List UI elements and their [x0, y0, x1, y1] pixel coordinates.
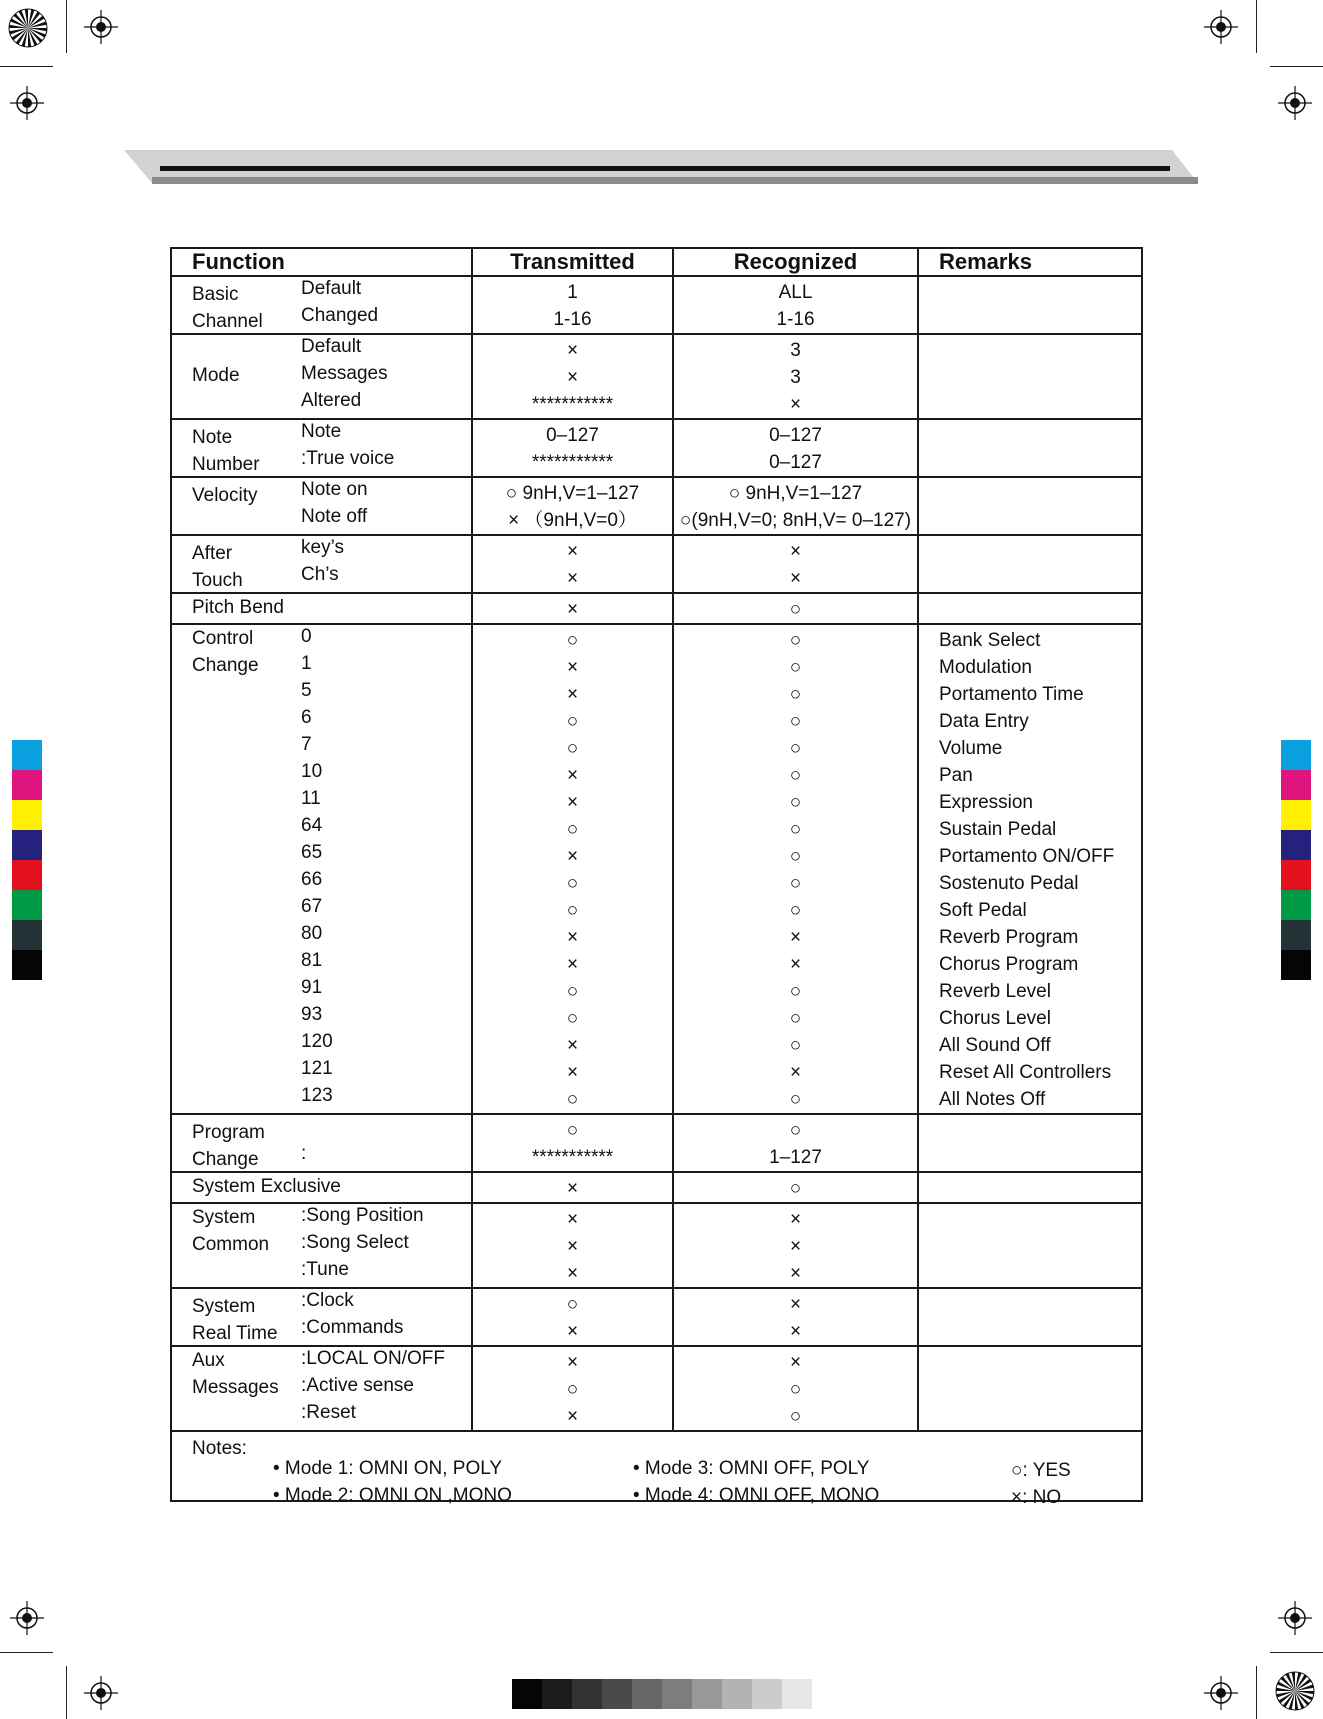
starburst-mark-icon: [8, 8, 48, 48]
function-cell: [171, 1172, 472, 1203]
remark: Portamento ON/OFF: [939, 846, 1115, 867]
color-swatch: [12, 860, 42, 890]
header-function: Function: [171, 248, 472, 276]
function-subitem: 66: [301, 869, 323, 890]
function-subitem: Default: [301, 278, 362, 299]
remarks-cell: [918, 1172, 1142, 1203]
remarks-cell: [918, 624, 1142, 1114]
remarks-cell: [918, 334, 1142, 419]
crop-mark: [0, 66, 53, 67]
recognized-value: ALL: [778, 282, 813, 303]
function-cell: [171, 276, 472, 334]
table-row: [171, 535, 1142, 593]
function-subitem: :Active sense: [301, 1375, 414, 1396]
transmitted-cell: [472, 276, 673, 334]
transmitted-value: ○: [566, 1294, 579, 1315]
recognized-value: ○: [789, 1178, 802, 1199]
remarks-cell: [918, 593, 1142, 624]
remark: Data Entry: [939, 711, 1029, 732]
color-swatch: [1281, 890, 1311, 920]
transmitted-value: ×: [566, 684, 579, 705]
transmitted-value: ○: [566, 900, 579, 921]
recognized-value: ×: [789, 1321, 802, 1342]
transmitted-value: ×: [566, 367, 579, 388]
transmitted-value: 0–127: [546, 425, 599, 446]
remarks-cell: [918, 276, 1142, 334]
table-row: [171, 1172, 1142, 1203]
recognized-value: ○: [789, 711, 802, 732]
transmitted-cell: [472, 419, 673, 477]
transmitted-value: ×: [566, 657, 579, 678]
table-row: [171, 276, 1142, 334]
function-name: Messages: [192, 1377, 279, 1398]
recognized-value: ○: [789, 1379, 802, 1400]
remark: Reverb Level: [939, 981, 1051, 1002]
recognized-value: ○: [789, 792, 802, 813]
function-subitem: 6: [301, 707, 312, 728]
registration-mark-icon: [10, 1601, 44, 1635]
function-subitem: :LOCAL ON/OFF: [301, 1348, 445, 1369]
recognized-value: ○: [789, 819, 802, 840]
gray-swatch: [692, 1679, 722, 1709]
function-subitem: :Song Position: [301, 1205, 424, 1226]
crop-mark: [66, 0, 67, 53]
remarks-cell: [918, 1288, 1142, 1346]
transmitted-value: ×: [566, 1062, 579, 1083]
gray-swatch: [572, 1679, 602, 1709]
function-name: Basic: [192, 284, 239, 305]
function-name: [192, 509, 257, 536]
remark: Sustain Pedal: [939, 819, 1057, 840]
gray-swatch: [662, 1679, 692, 1709]
recognized-value: ×: [789, 927, 802, 948]
remark: Soft Pedal: [939, 900, 1027, 921]
transmitted-cell: [472, 1114, 673, 1172]
registration-mark-icon: [1204, 1676, 1238, 1710]
transmitted-value: 1: [567, 282, 578, 303]
header-recognized: Recognized: [673, 248, 918, 276]
function-name: Aux: [192, 1350, 225, 1371]
recognized-value: 3: [790, 340, 801, 361]
remark: Bank Select: [939, 630, 1041, 651]
function-cell: [171, 535, 472, 593]
recognized-value: ×: [789, 568, 802, 589]
table-row: [171, 624, 1142, 1114]
function-name: System: [192, 1296, 256, 1317]
transmitted-value: ×: [566, 568, 579, 589]
recognized-value: ○: [789, 630, 802, 651]
function-subitem: Ch’s: [301, 564, 339, 585]
remarks-cell: [918, 1203, 1142, 1288]
function-cell: [171, 1114, 472, 1172]
recognized-value: ○: [789, 738, 802, 759]
transmitted-value: ×: [566, 1236, 579, 1257]
recognized-value: ×: [789, 541, 802, 562]
transmitted-value: ×: [566, 1035, 579, 1056]
transmitted-value: ×: [566, 1321, 579, 1342]
function-subitem: :Tune: [301, 1259, 349, 1280]
transmitted-value: ×: [566, 792, 579, 813]
header-remarks: Remarks: [918, 248, 1142, 276]
function-name: [192, 1401, 279, 1428]
transmitted-value: ○: [566, 711, 579, 732]
function-subitem: 121: [301, 1058, 333, 1079]
function-name: Velocity: [192, 485, 258, 506]
function-subitem: 1: [301, 653, 312, 674]
transmitted-value: × （9nH,V=0）: [508, 510, 637, 531]
gray-swatch: [752, 1679, 782, 1709]
function-name: Note: [192, 427, 233, 448]
function-subitem: 10: [301, 761, 323, 782]
recognized-cell: [673, 334, 918, 419]
recognized-cell: [673, 1114, 918, 1172]
recognized-value: ○: [789, 657, 802, 678]
transmitted-value: ○: [566, 1379, 579, 1400]
transmitted-cell: [472, 1346, 673, 1431]
legend-mode-3: • Mode 3: OMNI OFF, POLY: [633, 1458, 870, 1479]
transmitted-value: ×: [566, 541, 579, 562]
transmitted-value: ×: [566, 1352, 579, 1373]
function-subitem: Note: [301, 421, 342, 442]
recognized-value: ○: [789, 1089, 802, 1110]
function-name: [192, 389, 240, 416]
legend-mode-1: • Mode 1: OMNI ON, POLY: [273, 1458, 503, 1479]
table-row: [171, 593, 1142, 624]
transmitted-value: ***********: [531, 452, 614, 473]
function-name: Channel: [192, 311, 263, 332]
gray-swatch: [632, 1679, 662, 1709]
header-banner: [124, 150, 1198, 184]
transmitted-value: ×: [566, 846, 579, 867]
remark: Reverb Program: [939, 927, 1079, 948]
recognized-value: ○: [789, 873, 802, 894]
recognized-value: ○: [789, 1406, 802, 1427]
recognized-value: ×: [789, 1062, 802, 1083]
function-subitem: 7: [301, 734, 312, 755]
legend-mode-4: • Mode 4: OMNI OFF, MONO: [633, 1485, 880, 1506]
function-subitem: 5: [301, 680, 312, 701]
transmitted-value: ***********: [531, 1147, 614, 1168]
function-cell: [171, 624, 472, 1114]
transmitted-value: ○: [566, 873, 579, 894]
crop-mark: [0, 1652, 53, 1653]
gray-swatch: [782, 1679, 812, 1709]
color-swatch: [1281, 830, 1311, 860]
registration-mark-icon: [1278, 86, 1312, 120]
function-subitem: :Commands: [301, 1317, 404, 1338]
transmitted-cell: [472, 1288, 673, 1346]
function-name: Pitch Bend: [192, 597, 284, 618]
function-cell: [171, 1203, 472, 1288]
transmitted-value: ×: [566, 954, 579, 975]
recognized-value: ○: [789, 1035, 802, 1056]
transmitted-cell: [472, 1172, 673, 1203]
recognized-value: ×: [789, 1263, 802, 1284]
remarks-cell: [918, 477, 1142, 535]
transmitted-value: ×: [566, 599, 579, 620]
function-subitem: Note off: [301, 506, 368, 527]
transmitted-value: 1-16: [553, 309, 592, 330]
crop-mark: [1270, 1652, 1323, 1653]
color-swatch: [1281, 800, 1311, 830]
function-name: [192, 335, 240, 362]
recognized-value: ○: [789, 981, 802, 1002]
table-row: [171, 1114, 1142, 1172]
remark: All Sound Off: [939, 1035, 1051, 1056]
function-subitem: 64: [301, 815, 323, 836]
recognized-value: ○: [789, 765, 802, 786]
function-subitem: 0: [301, 626, 312, 647]
function-name: System Exclusive: [192, 1176, 341, 1197]
recognized-cell: [673, 1203, 918, 1288]
color-swatch: [12, 950, 42, 980]
recognized-value: ×: [789, 1209, 802, 1230]
recognized-value: ×: [789, 1236, 802, 1257]
color-swatch: [12, 770, 42, 800]
registration-mark-icon: [84, 10, 118, 44]
color-swatch: [12, 800, 42, 830]
registration-mark-icon: [10, 86, 44, 120]
transmitted-value: ○: [566, 819, 579, 840]
transmitted-value: ○ 9nH,V=1–127: [505, 483, 640, 504]
transmitted-cell: [472, 624, 673, 1114]
color-swatch: [1281, 950, 1311, 980]
recognized-cell: [673, 477, 918, 535]
recognized-cell: [673, 1172, 918, 1203]
legend-no: ×: NO: [1011, 1487, 1062, 1508]
recognized-value: ○(9nH,V=0; 8nH,V= 0–127): [679, 510, 912, 531]
function-subitem: 81: [301, 950, 323, 971]
table-row: [171, 419, 1142, 477]
function-subitem: 120: [301, 1031, 333, 1052]
recognized-cell: [673, 535, 918, 593]
function-subitem: key’s: [301, 537, 344, 558]
notes-label: Notes:: [171, 1431, 1142, 1501]
transmitted-cell: [472, 535, 673, 593]
color-swatch: [12, 740, 42, 770]
recognized-value: ×: [789, 1294, 802, 1315]
transmitted-value: ×: [566, 1406, 579, 1427]
color-swatch: [12, 920, 42, 950]
function-cell: [171, 1346, 472, 1431]
function-subitem: 11: [301, 788, 321, 809]
remark: Sostenuto Pedal: [939, 873, 1079, 894]
function-name: Control: [192, 628, 254, 649]
function-subitem: :Song Select: [301, 1232, 409, 1253]
remark: Pan: [939, 765, 973, 786]
starburst-mark-icon: [1275, 1671, 1315, 1711]
registration-mark-icon: [84, 1676, 118, 1710]
function-cell: [171, 334, 472, 419]
registration-mark-icon: [1204, 10, 1238, 44]
function-subitem: 93: [301, 1004, 323, 1025]
gray-swatch: [722, 1679, 752, 1709]
function-subitem: 65: [301, 842, 323, 863]
transmitted-cell: [472, 334, 673, 419]
transmitted-value: ×: [566, 340, 579, 361]
gray-swatch: [512, 1679, 542, 1709]
transmitted-value: ○: [566, 1089, 579, 1110]
transmitted-cell: [472, 1203, 673, 1288]
remarks-cell: [918, 1346, 1142, 1431]
recognized-value: 1–127: [769, 1147, 822, 1168]
gray-swatch: [542, 1679, 572, 1709]
recognized-value: 0–127: [769, 425, 822, 446]
remarks-cell: [918, 535, 1142, 593]
recognized-value: ○: [789, 900, 802, 921]
transmitted-value: ×: [566, 1263, 579, 1284]
recognized-value: ×: [789, 394, 802, 415]
function-name: System: [192, 1207, 256, 1228]
remark: Chorus Level: [939, 1008, 1051, 1029]
recognized-cell: [673, 1288, 918, 1346]
color-swatch: [12, 830, 42, 860]
table-row: [171, 477, 1142, 535]
remark: All Notes Off: [939, 1089, 1046, 1110]
remarks-cell: [918, 1114, 1142, 1172]
recognized-value: ○: [789, 846, 802, 867]
recognized-value: ○: [789, 684, 802, 705]
function-subitem: :Clock: [301, 1290, 354, 1311]
transmitted-value: ○: [566, 738, 579, 759]
function-subitem: 91: [301, 977, 323, 998]
transmitted-cell: [472, 477, 673, 535]
transmitted-value: ○: [566, 981, 579, 1002]
color-swatch: [1281, 860, 1311, 890]
function-name: Number: [192, 454, 260, 475]
remark: Expression: [939, 792, 1033, 813]
transmitted-value: ○: [566, 1008, 579, 1029]
function-name: Mode: [192, 365, 240, 386]
gray-swatch: [602, 1679, 632, 1709]
recognized-value: 0–127: [769, 452, 822, 473]
transmitted-value: ***********: [531, 394, 614, 415]
transmitted-value: ×: [566, 927, 579, 948]
table-header-row: [171, 248, 1142, 276]
function-cell: [171, 419, 472, 477]
registration-mark-icon: [1278, 1601, 1312, 1635]
function-name: After: [192, 543, 233, 564]
color-swatch: [1281, 920, 1311, 950]
function-subitem: :: [301, 1143, 307, 1164]
function-subitem: 123: [301, 1085, 333, 1106]
function-subitem: Changed: [301, 305, 379, 326]
function-subitem: [301, 1113, 306, 1140]
table-row: [171, 1346, 1142, 1431]
recognized-value: ×: [789, 954, 802, 975]
transmitted-value: ○: [566, 1120, 579, 1141]
function-name: Program: [192, 1122, 265, 1143]
function-name: Real Time: [192, 1323, 278, 1344]
recognized-cell: [673, 593, 918, 624]
transmitted-value: ×: [566, 1178, 579, 1199]
recognized-cell: [673, 419, 918, 477]
recognized-value: ×: [789, 1352, 802, 1373]
color-swatch: [1281, 740, 1311, 770]
function-subitem: :True voice: [301, 448, 395, 469]
remark: Chorus Program: [939, 954, 1079, 975]
recognized-value: 1-16: [776, 309, 815, 330]
remark: Modulation: [939, 657, 1032, 678]
recognized-cell: [673, 1346, 918, 1431]
function-subitem: Messages: [301, 363, 388, 384]
crop-mark: [1256, 1666, 1257, 1719]
table-row: [171, 334, 1142, 419]
transmitted-value: ×: [566, 765, 579, 786]
function-subitem: 80: [301, 923, 323, 944]
remark: Portamento Time: [939, 684, 1084, 705]
function-subitem: 67: [301, 896, 323, 917]
midi-implementation-table: [170, 247, 1143, 1502]
crop-mark: [66, 1666, 67, 1719]
function-subitem: :Reset: [301, 1402, 356, 1423]
color-swatch: [12, 890, 42, 920]
recognized-value: 3: [790, 367, 801, 388]
function-name: Common: [192, 1234, 270, 1255]
recognized-value: ○: [789, 1008, 802, 1029]
function-name: [192, 1258, 269, 1285]
remark: Reset All Controllers: [939, 1062, 1112, 1083]
header-transmitted: Transmitted: [472, 248, 673, 276]
remark: Volume: [939, 738, 1003, 759]
legend-yes: ○: YES: [1011, 1460, 1071, 1481]
crop-mark: [1256, 0, 1257, 53]
crop-mark: [1270, 66, 1323, 67]
function-name: Touch: [192, 570, 243, 591]
legend-mode-2: • Mode 2: OMNI ON ,MONO: [273, 1485, 512, 1506]
recognized-value: ○ 9nH,V=1–127: [728, 483, 863, 504]
transmitted-value: ×: [566, 1209, 579, 1230]
function-cell: [171, 477, 472, 535]
recognized-value: ○: [789, 599, 802, 620]
function-cell: [171, 1288, 472, 1346]
function-subitem: Note on: [301, 479, 368, 500]
transmitted-value: ○: [566, 630, 579, 651]
table-row: [171, 1203, 1142, 1288]
recognized-value: ○: [789, 1120, 802, 1141]
color-swatch: [1281, 770, 1311, 800]
function-name: Change: [192, 655, 259, 676]
transmitted-cell: [472, 593, 673, 624]
function-cell: [171, 593, 472, 624]
remarks-cell: [918, 419, 1142, 477]
function-name: Change: [192, 1149, 259, 1170]
function-subitem: Default: [301, 336, 362, 357]
table-row: [171, 1288, 1142, 1346]
recognized-cell: [673, 624, 918, 1114]
function-subitem: Altered: [301, 390, 362, 411]
recognized-cell: [673, 276, 918, 334]
